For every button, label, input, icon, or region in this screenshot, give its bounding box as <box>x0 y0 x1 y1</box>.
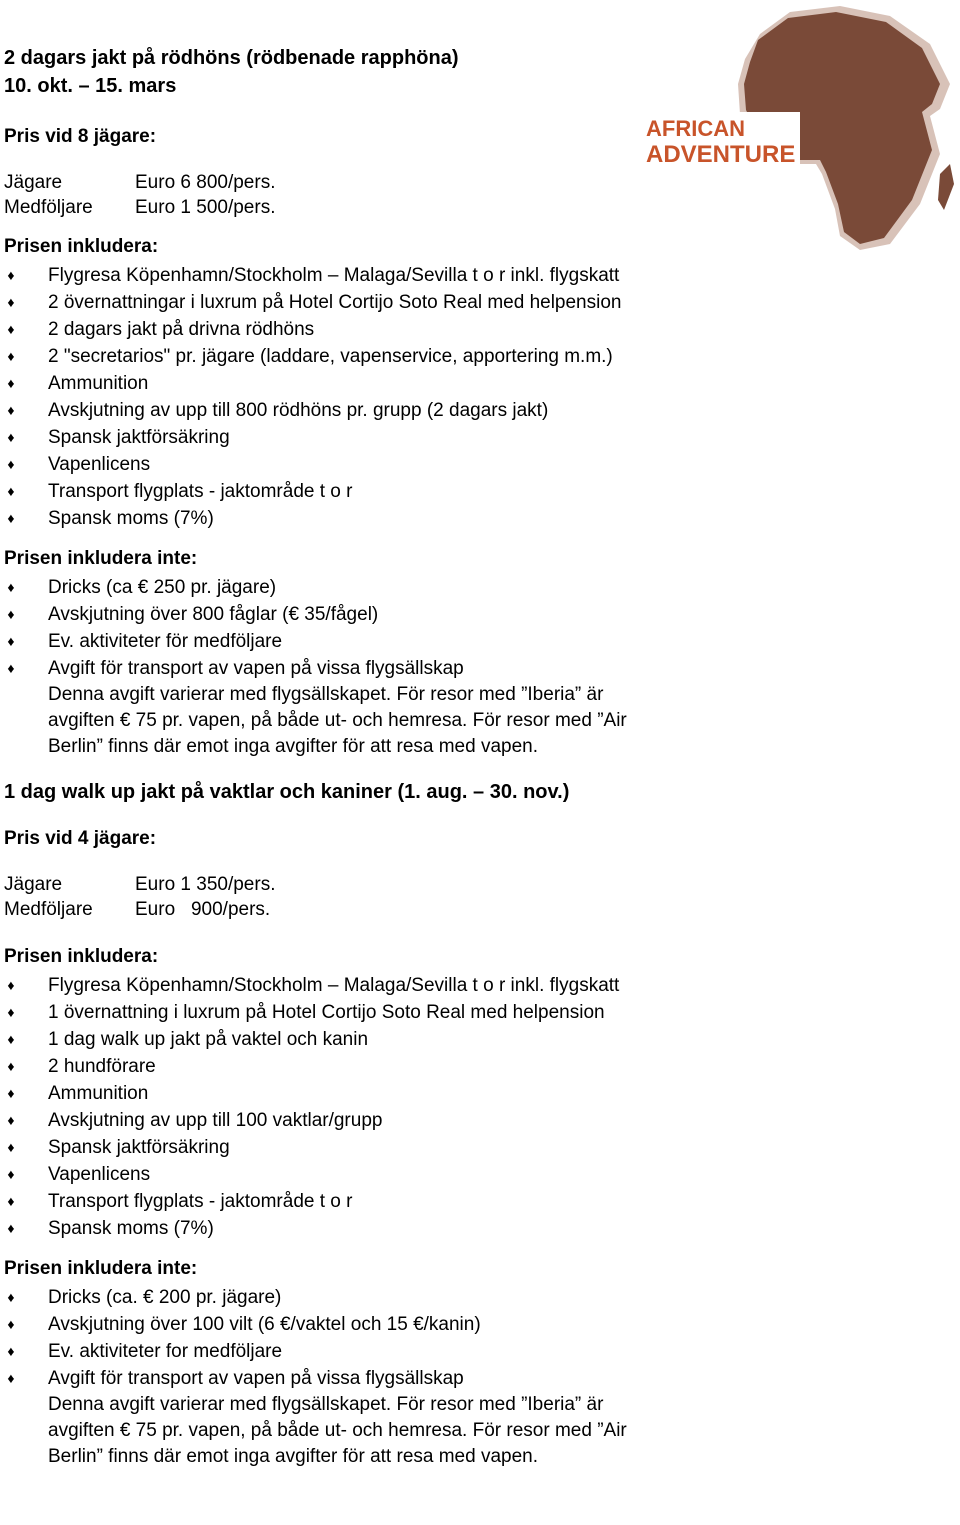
section2-included-heading: Prisen inkludera: <box>4 946 159 967</box>
list-item: ♦ Transport flygplats - jaktområde t o r <box>4 478 764 505</box>
diamond-bullet-icon: ♦ <box>7 1316 15 1332</box>
list-item: ♦ Ev. aktiviteter for medföljare <box>4 1338 764 1365</box>
price-role: Medföljare <box>4 197 93 218</box>
diamond-bullet-icon: ♦ <box>7 606 15 622</box>
section1-excluded-heading: Prisen inkludera inte: <box>4 548 198 569</box>
price-value: Euro 900/pers. <box>135 899 271 920</box>
section2-title: 1 dag walk up jakt på vaktlar och kaniner (1. aug. – 30. nov.) <box>4 781 570 803</box>
section1-included-list <box>4 262 764 532</box>
section1-weapon-fee-note <box>4 682 764 760</box>
diamond-bullet-icon: ♦ <box>7 1004 15 1020</box>
list-item: ♦ Transport flygplats - jaktområde t o r <box>4 1188 764 1215</box>
list-item: ♦ Avskjutning av upp till 800 rödhöns pr. grupp (2 dagars jakt) <box>4 397 764 424</box>
list-item: ♦ Ammunition <box>4 370 764 397</box>
section-partridge-hunt <box>4 44 764 760</box>
section1-title-line1: 2 dagars jakt på rödhöns (rödbenade rapphöna) <box>4 47 459 69</box>
price-row <box>4 897 764 922</box>
note-line: Berlin” finns där emot inga avgifter för att resa med vapen. <box>48 736 539 757</box>
note-line: avgiften € 75 pr. vapen, på både ut- och hemresa. För resor med ”Air <box>48 710 627 731</box>
diamond-bullet-icon: ♦ <box>7 402 15 418</box>
list-item: ♦ Ammunition <box>4 1080 764 1107</box>
diamond-bullet-icon: ♦ <box>7 633 15 649</box>
section1-excluded-list <box>4 574 764 682</box>
diamond-bullet-icon: ♦ <box>7 348 15 364</box>
diamond-bullet-icon: ♦ <box>7 1289 15 1305</box>
list-item: ♦ Spansk moms (7%) <box>4 1215 764 1242</box>
diamond-bullet-icon: ♦ <box>7 1085 15 1101</box>
section2-weapon-fee-note <box>4 1392 764 1470</box>
list-item: ♦ Vapenlicens <box>4 1161 764 1188</box>
section1-title <box>4 44 764 100</box>
diamond-bullet-icon: ♦ <box>7 375 15 391</box>
section1-price-heading: Pris vid 8 jägare: <box>4 126 157 147</box>
diamond-bullet-icon: ♦ <box>7 1166 15 1182</box>
diamond-bullet-icon: ♦ <box>7 579 15 595</box>
note-line: Berlin” finns där emot inga avgifter för att resa med vapen. <box>48 1446 539 1467</box>
list-item: ♦ Dricks (ca € 250 pr. jägare) <box>4 574 764 601</box>
note-line: Denna avgift varierar med flygsällskapet. För resor med ”Iberia” är <box>48 1394 604 1415</box>
list-item: ♦ 2 dagars jakt på drivna rödhöns <box>4 316 764 343</box>
list-item: ♦ Avgift för transport av vapen på vissa flygsällskap <box>4 655 764 682</box>
diamond-bullet-icon: ♦ <box>7 267 15 283</box>
list-item: ♦ Avskjutning över 100 vilt (6 €/vaktel och 15 €/kanin) <box>4 1311 764 1338</box>
diamond-bullet-icon: ♦ <box>7 510 15 526</box>
list-item: ♦ Avskjutning av upp till 100 vaktlar/grupp <box>4 1107 764 1134</box>
list-item: ♦ Dricks (ca. € 200 pr. jägare) <box>4 1284 764 1311</box>
list-item: ♦ Flygresa Köpenhamn/Stockholm – Malaga/Sevilla t o r inkl. flygskatt <box>4 972 764 999</box>
diamond-bullet-icon: ♦ <box>7 1220 15 1236</box>
list-item: ♦ Spansk jaktförsäkring <box>4 1134 764 1161</box>
list-item: ♦ Spansk moms (7%) <box>4 505 764 532</box>
section2-excluded-list <box>4 1284 764 1392</box>
section2-excluded-heading: Prisen inkludera inte: <box>4 1258 198 1279</box>
diamond-bullet-icon: ♦ <box>7 483 15 499</box>
list-item: ♦ Avgift för transport av vapen på vissa flygsällskap <box>4 1365 764 1392</box>
diamond-bullet-icon: ♦ <box>7 1343 15 1359</box>
diamond-bullet-icon: ♦ <box>7 1058 15 1074</box>
diamond-bullet-icon: ♦ <box>7 1031 15 1047</box>
diamond-bullet-icon: ♦ <box>7 977 15 993</box>
diamond-bullet-icon: ♦ <box>7 1139 15 1155</box>
list-item: ♦ 1 dag walk up jakt på vaktel och kanin <box>4 1026 764 1053</box>
note-line: Denna avgift varierar med flygsällskapet. För resor med ”Iberia” är <box>48 684 604 705</box>
section-walk-up-hunt <box>4 778 764 1470</box>
note-line: avgiften € 75 pr. vapen, på både ut- och hemresa. För resor med ”Air <box>48 1420 627 1441</box>
section2-price-heading: Pris vid 4 jägare: <box>4 828 157 849</box>
diamond-bullet-icon: ♦ <box>7 1193 15 1209</box>
diamond-bullet-icon: ♦ <box>7 660 15 676</box>
list-item: ♦ 2 hundförare <box>4 1053 764 1080</box>
price-value: Euro 1 350/pers. <box>135 874 276 895</box>
logo-text-african: AFRICAN <box>646 116 745 141</box>
list-item: ♦ Spansk jaktförsäkring <box>4 424 764 451</box>
diamond-bullet-icon: ♦ <box>7 294 15 310</box>
section2-price-table <box>4 872 764 922</box>
price-row <box>4 170 764 195</box>
section1-included-heading: Prisen inkludera: <box>4 236 159 257</box>
diamond-bullet-icon: ♦ <box>7 456 15 472</box>
price-value: Euro 6 800/pers. <box>135 172 276 193</box>
price-role: Jägare <box>4 172 63 193</box>
section2-included-list <box>4 972 764 1242</box>
price-row <box>4 872 764 897</box>
diamond-bullet-icon: ♦ <box>7 1370 15 1386</box>
list-item: ♦ Ev. aktiviteter för medföljare <box>4 628 764 655</box>
diamond-bullet-icon: ♦ <box>7 321 15 337</box>
price-role: Jägare <box>4 874 63 895</box>
price-row <box>4 195 764 220</box>
list-item: ♦ 2 övernattningar i luxrum på Hotel Cortijo Soto Real med helpension <box>4 289 764 316</box>
price-role: Medföljare <box>4 899 93 920</box>
section1-title-line2: 10. okt. – 15. mars <box>4 75 177 97</box>
diamond-bullet-icon: ♦ <box>7 429 15 445</box>
list-item: ♦ 2 "secretarios" pr. jägare (laddare, vapenservice, apportering m.m.) <box>4 343 764 370</box>
document-body <box>4 44 764 1470</box>
section1-price-table <box>4 170 764 220</box>
diamond-bullet-icon: ♦ <box>7 1112 15 1128</box>
list-item: ♦ 1 övernattning i luxrum på Hotel Cortijo Soto Real med helpension <box>4 999 764 1026</box>
list-item: ♦ Vapenlicens <box>4 451 764 478</box>
logo-text-adventure: ADVENTURE <box>646 141 796 168</box>
list-item: ♦ Flygresa Köpenhamn/Stockholm – Malaga/Sevilla t o r inkl. flygskatt <box>4 262 764 289</box>
list-item: ♦ Avskjutning över 800 fåglar (€ 35/fågel) <box>4 601 764 628</box>
price-value: Euro 1 500/pers. <box>135 197 276 218</box>
